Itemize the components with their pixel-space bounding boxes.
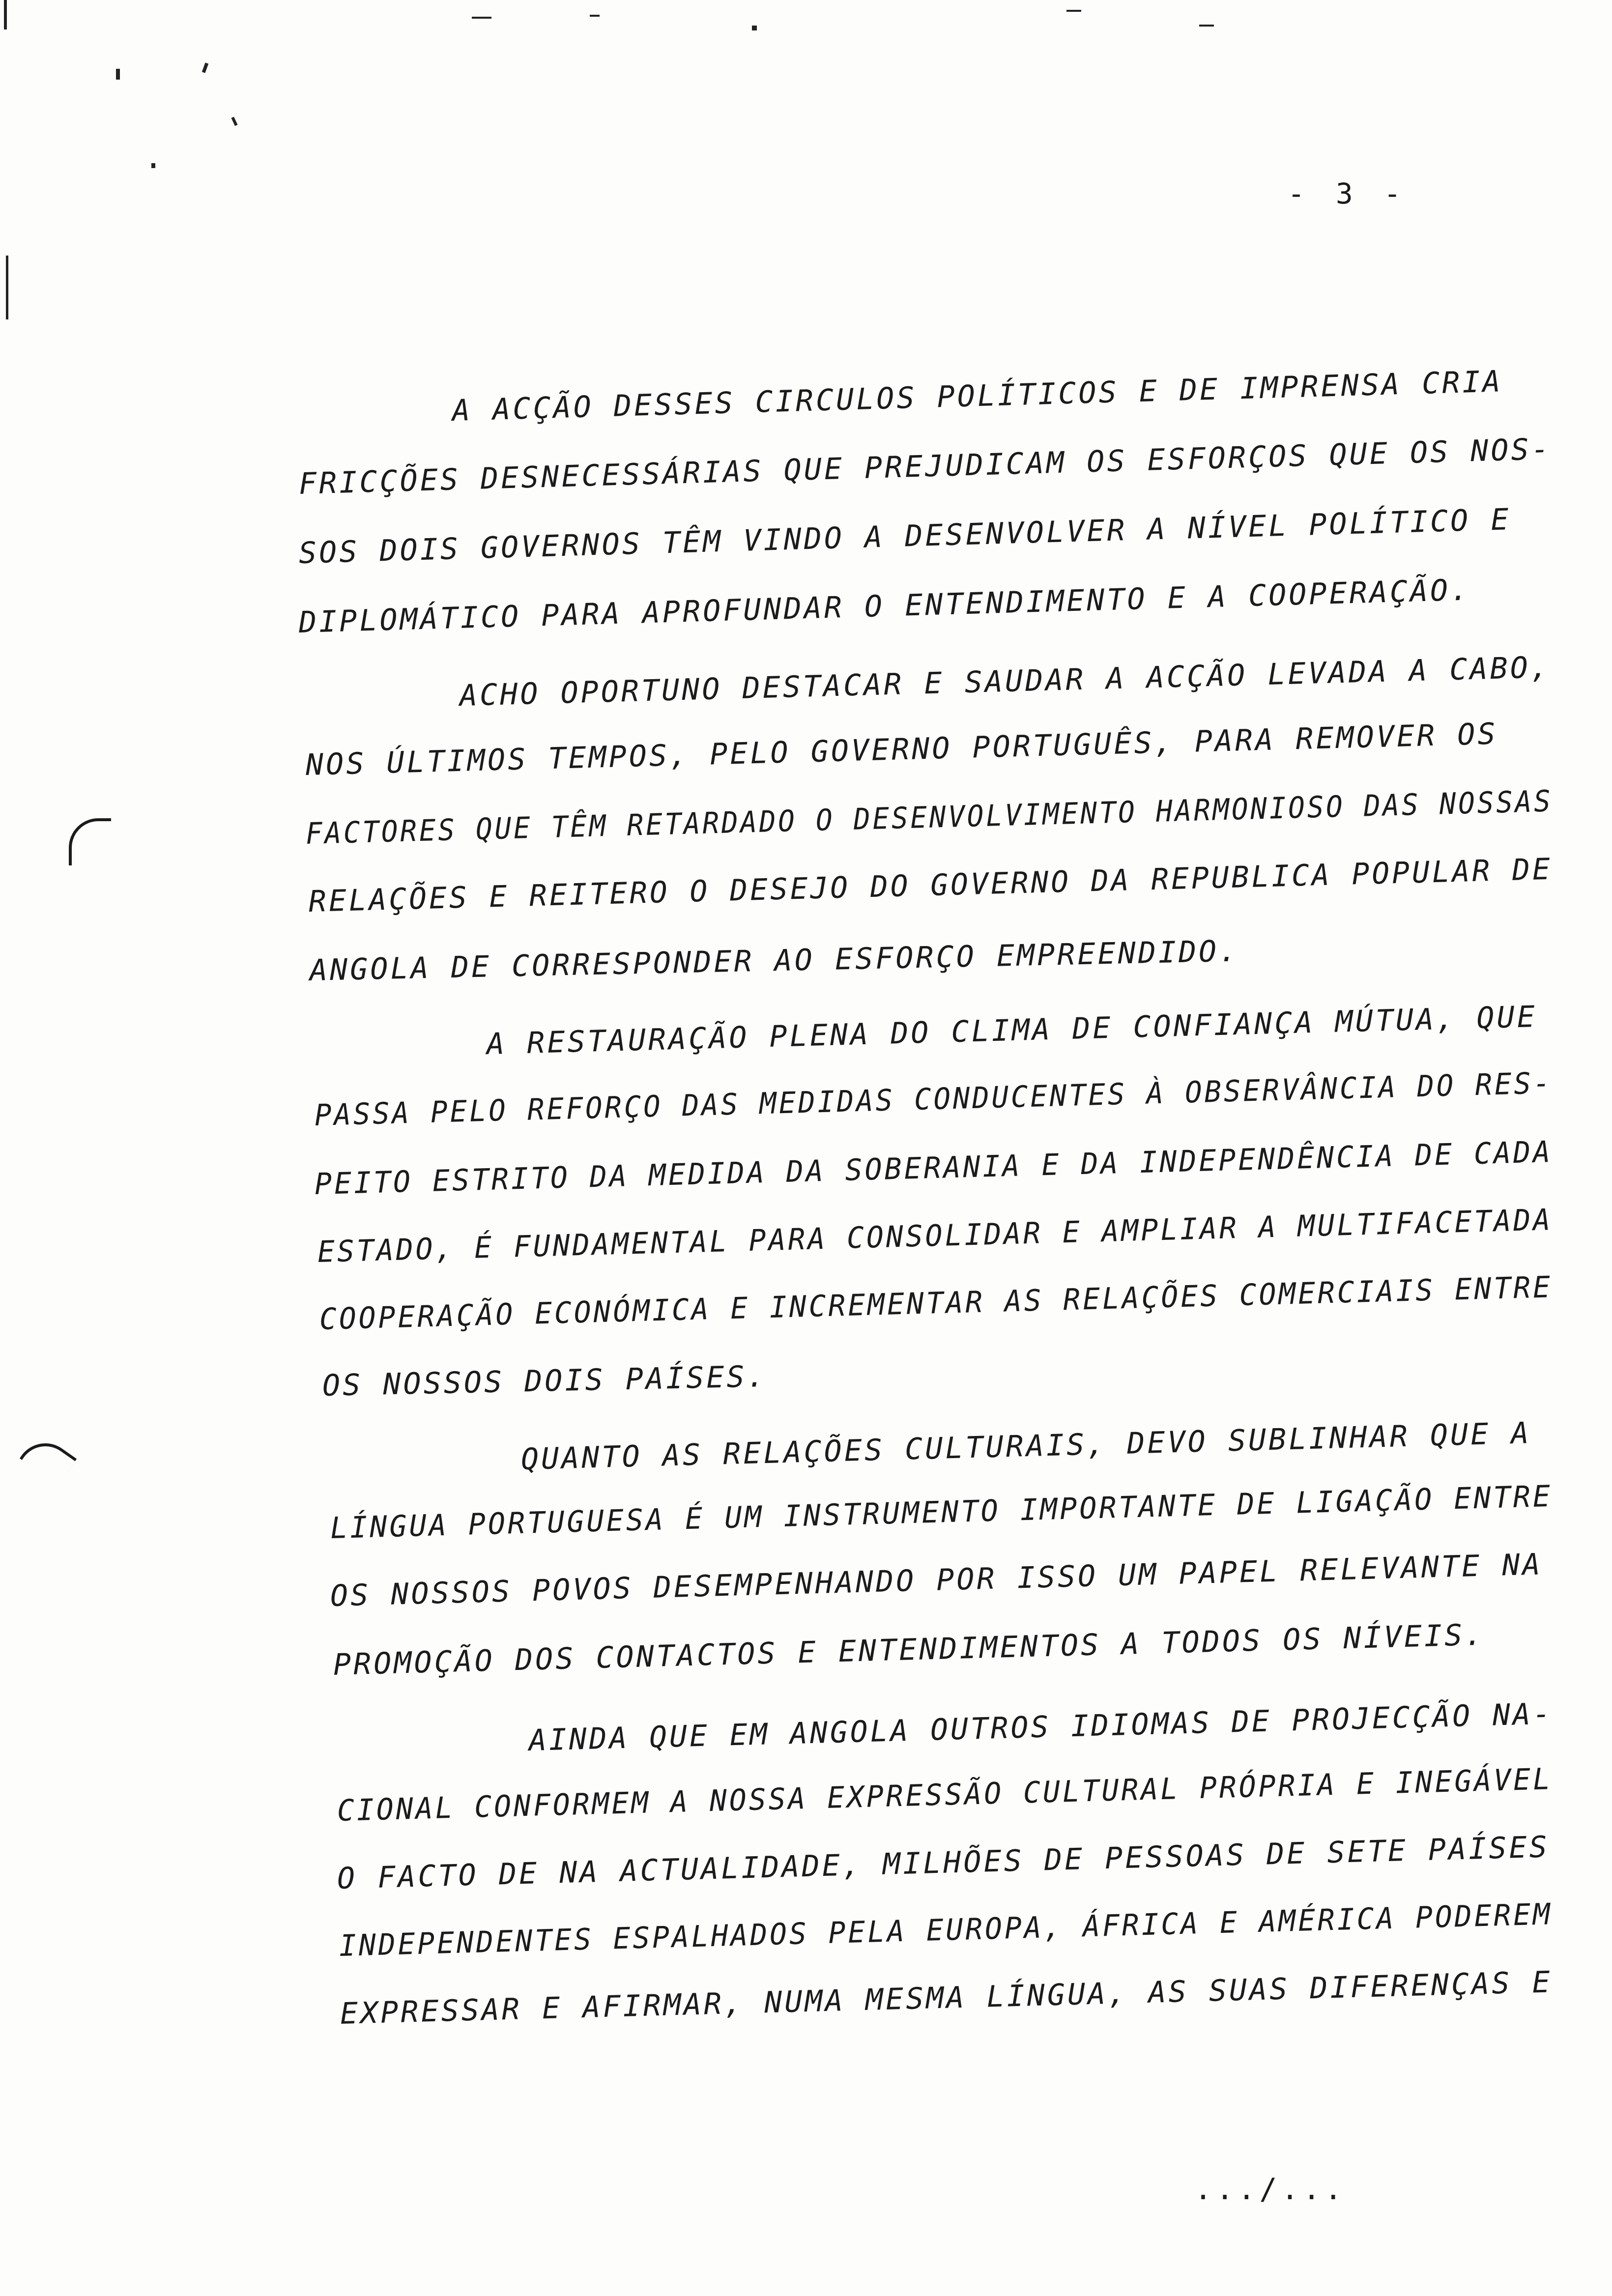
margin-bracket-mark — [69, 818, 111, 865]
text-line: COOPERAÇÃO ECONÓMICA E INCREMENTAR AS RELAÇÕES COMERCIAIS ENTRE — [319, 1270, 1553, 1337]
margin-bracket-mark — [20, 1432, 77, 1485]
text-line: PEITO ESTRITO DA MEDIDA DA SOBERANIA E DA INDEPENDÊNCIA DE CADA — [314, 1135, 1553, 1202]
scan-mark-left-edge — [6, 256, 8, 319]
text-line: SOS DOIS GOVERNOS TÊM VINDO A DESENVOLVER A NÍVEL POLÍTICO E — [298, 502, 1512, 571]
scan-dash — [752, 26, 757, 30]
text-line: OS NOSSOS DOIS PAÍSES. — [322, 1359, 768, 1403]
scan-dot — [116, 69, 120, 80]
scan-dash — [590, 15, 600, 17]
scan-dot — [202, 62, 208, 73]
text-line: ANGOLA DE CORRESPONDER AO ESFORÇO EMPREENDIDO. — [309, 934, 1239, 988]
text-line: EXPRESSAR E AFIRMAR, NUMA MESMA LÍNGUA, AS SUAS DIFERENÇAS E — [340, 1965, 1553, 2031]
text-line: FACTORES QUE TÊM RETARDADO O DESENVOLVIMENTO HARMONIOSO DAS NOSSAS — [305, 784, 1554, 851]
text-line: A ACÇÃO DESSES CIRCULOS POLÍTICOS E DE IMPRENSA CRIA — [452, 364, 1503, 428]
text-line: PASSA PELO REFORÇO DAS MEDIDAS CONDUCENTES À OBSERVÂNCIA DO RES- — [314, 1066, 1553, 1133]
text-line: O FACTO DE NA ACTUALIDADE, MILHÕES DE PESSOAS DE SETE PAÍSES — [337, 1830, 1550, 1896]
scan-dot — [151, 163, 155, 168]
text-line: ACHO OPORTUNO DESTACAR E SAUDAR A ACÇÃO LEVADA A CABO, — [459, 650, 1551, 713]
text-line: ESTADO, É FUNDAMENTAL PARA CONSOLIDAR E AMPLIAR A MULTIFACETADA — [317, 1203, 1553, 1269]
scan-mark-top-left — [4, 0, 7, 29]
text-line: FRICÇÕES DESNECESSÁRIAS QUE PREJUDICAM OS ESFORÇOS QUE OS NOS- — [298, 431, 1552, 501]
continuation-marker: .../... — [1194, 2172, 1346, 2207]
text-line: INDEPENDENTES ESPALHADOS PELA EUROPA, ÁFRICA E AMÉRICA PODEREM — [339, 1897, 1553, 1963]
text-line: NOS ÚLTIMOS TEMPOS, PELO GOVERNO PORTUGUÊS, PARA REMOVER OS — [305, 717, 1498, 782]
text-line: OS NOSSOS POVOS DESEMPENHANDO POR ISSO UM PAPEL RELEVANTE NA — [330, 1547, 1543, 1613]
text-line: RELAÇÕES E REITERO O DESEJO DO GOVERNO DA REPUBLICA POPULAR DE — [308, 852, 1553, 919]
text-line: QUANTO AS RELAÇÕES CULTURAIS, DEVO SUBLINHAR QUE A — [520, 1416, 1532, 1477]
text-line: AINDA QUE EM ANGOLA OUTROS IDIOMAS DE PROJECÇÃO NA- — [528, 1696, 1554, 1758]
text-line: DIPLOMÁTICO PARA APROFUNDAR O ENTENDIMENTO E A COOPERAÇÃO. — [298, 573, 1471, 640]
page-number: - 3 - — [1288, 177, 1408, 210]
scan-dash — [1199, 25, 1214, 27]
scan-dash — [472, 17, 491, 19]
text-line: A RESTAURAÇÃO PLENA DO CLIMA DE CONFIANÇA MÚTUA, QUE — [486, 1000, 1538, 1062]
scan-dash — [1066, 10, 1081, 12]
scan-dot — [231, 117, 237, 126]
text-line: CIONAL CONFORMEM A NOSSA EXPRESSÃO CULTURAL PRÓPRIA E INEGÁVEL — [337, 1762, 1553, 1828]
text-line: LÍNGUA PORTUGUESA É UM INSTRUMENTO IMPORTANTE DE LIGAÇÃO ENTRE — [330, 1479, 1553, 1546]
text-line: PROMOÇÃO DOS CONTACTOS E ENTENDIMENTOS A TODOS OS NÍVEIS. — [333, 1617, 1486, 1682]
